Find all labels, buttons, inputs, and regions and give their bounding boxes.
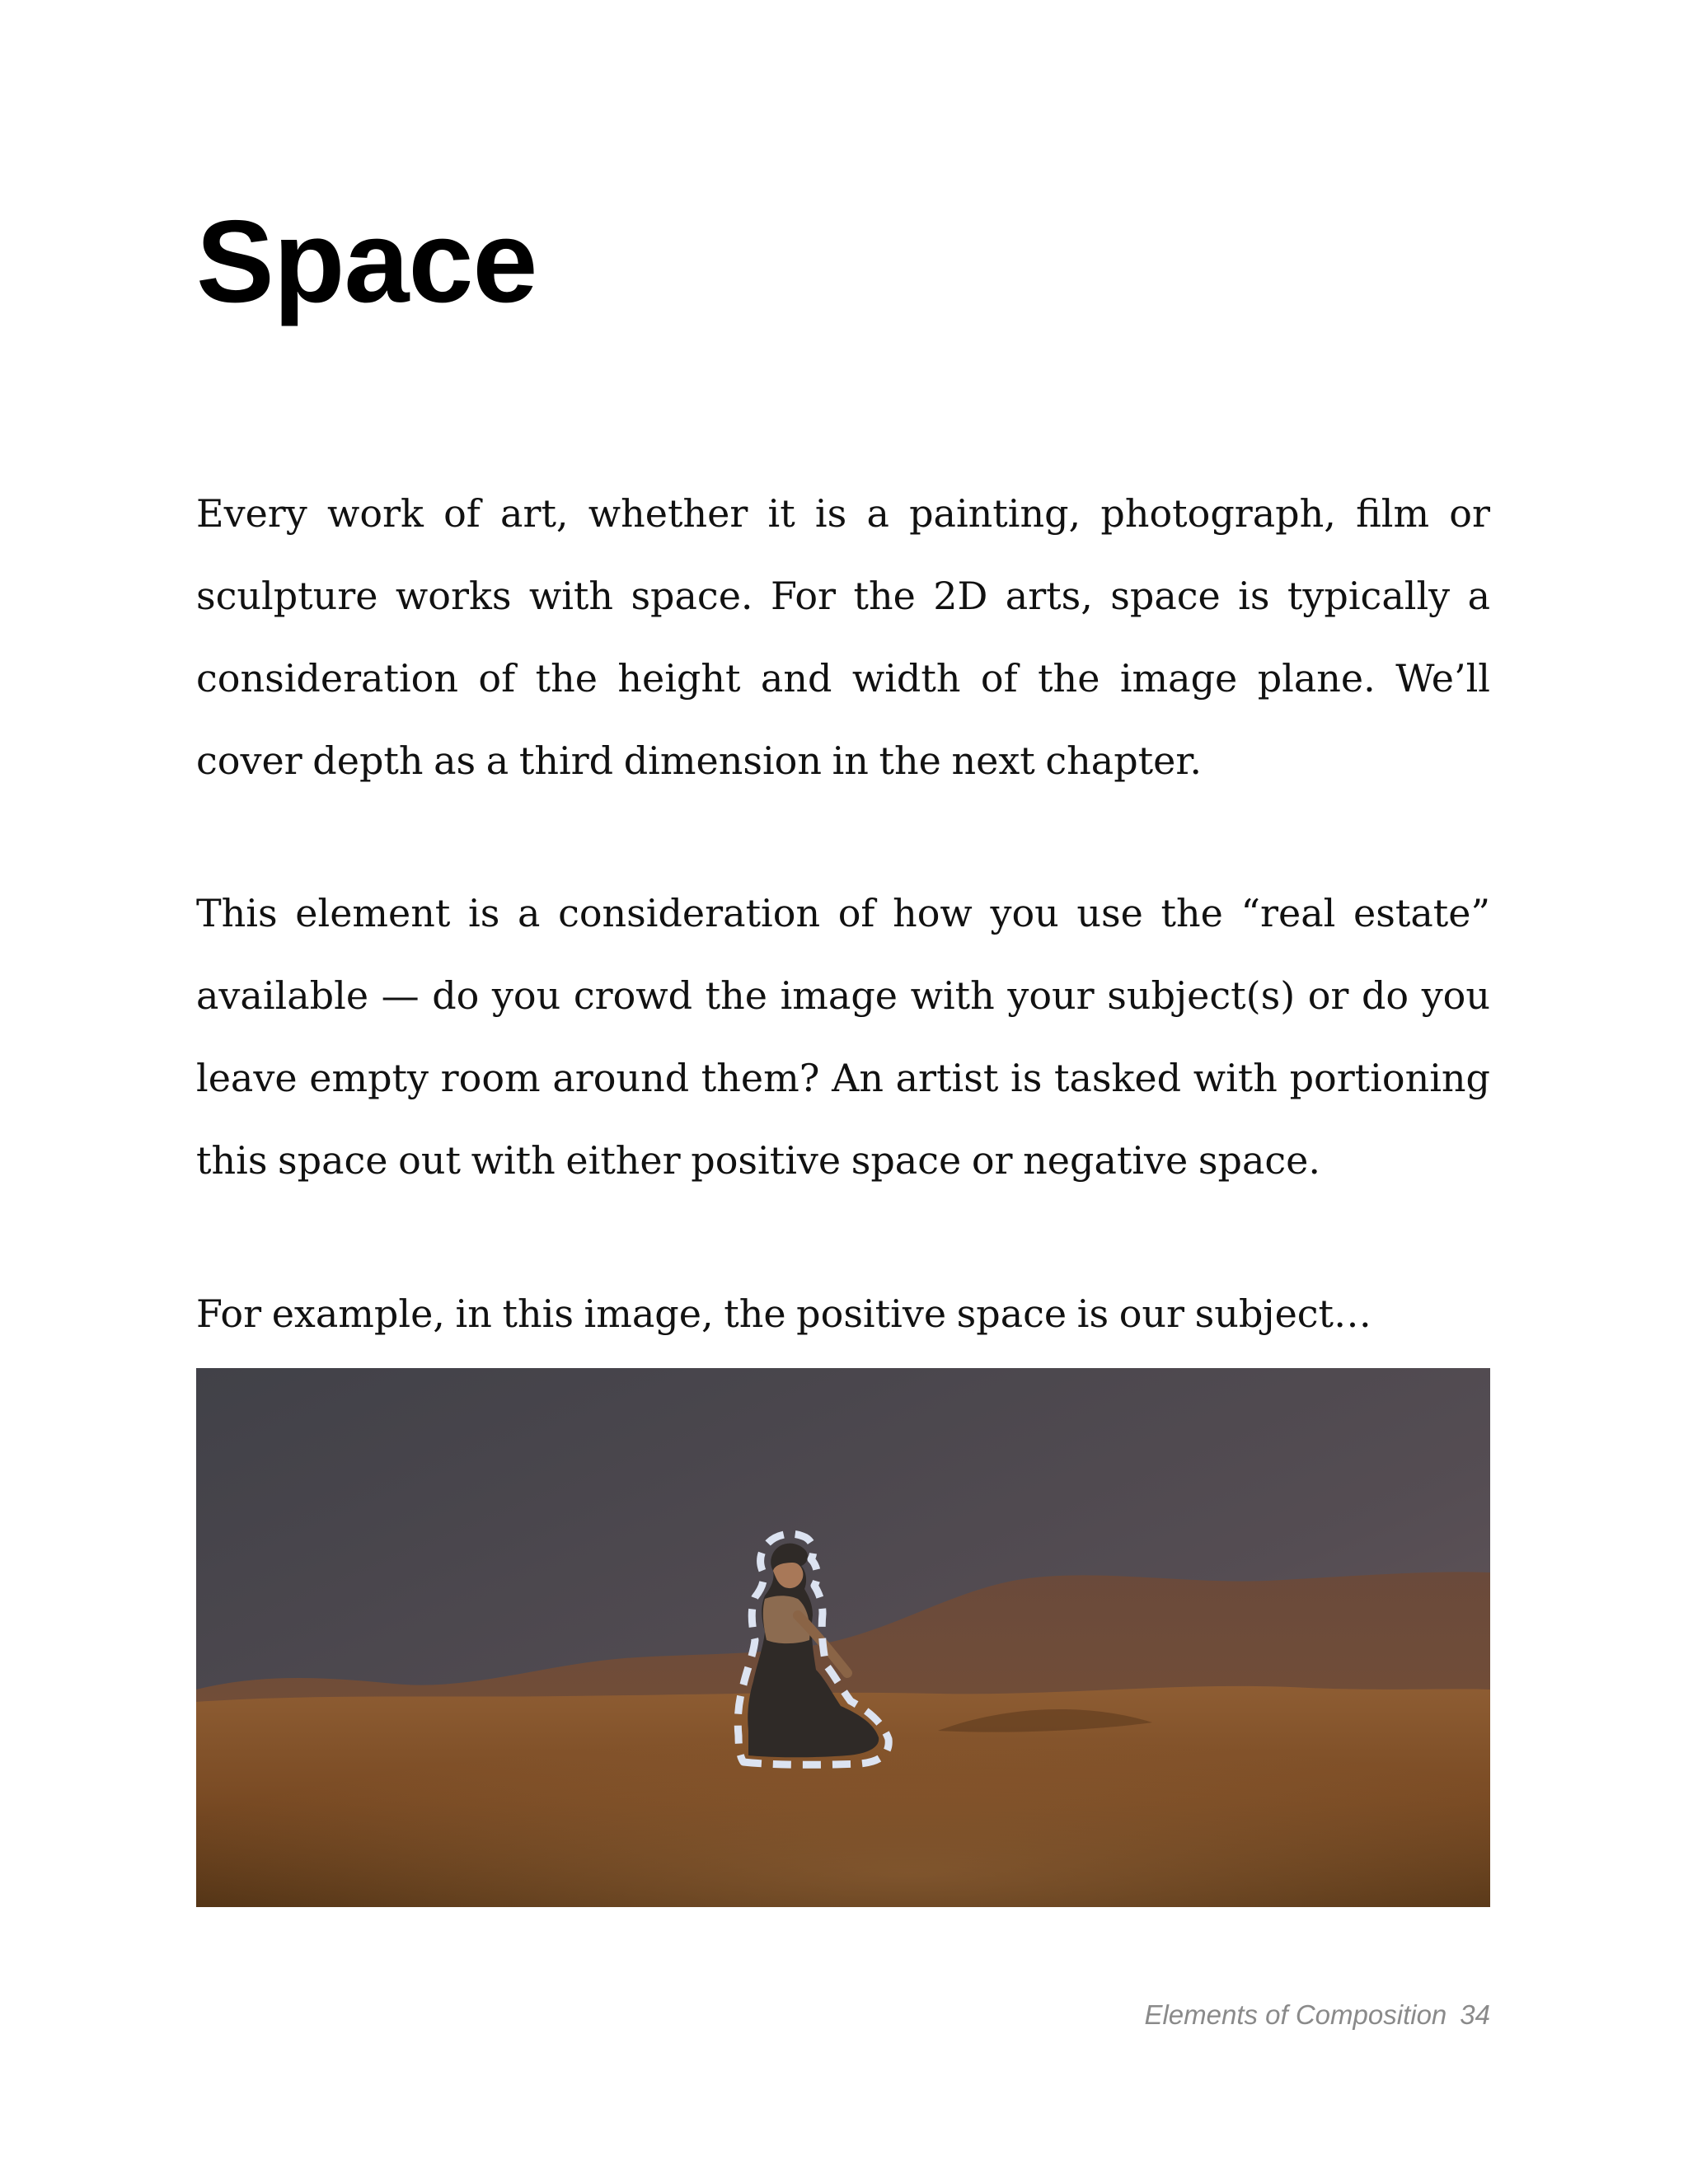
footer-book-title: Elements of Composition — [1144, 1999, 1447, 2030]
paragraph-example: For example, in this image, the positive space is our subject… — [196, 1291, 1372, 1336]
paragraph-intro: Every work of art, whether it is a painting, photograph, film or sculpture works with space. For the 2D arts, space is typically a consideration of the height and width of the image plane. We’ll cover depth as a third dimension in the next chapter. — [196, 491, 1490, 783]
page-footer — [1144, 1999, 1490, 2031]
desert-photo-figure — [196, 1368, 1490, 1907]
footer-page-number: 34 — [1460, 1999, 1490, 2030]
desert-photo — [196, 1368, 1490, 1907]
page-title: Space — [196, 196, 537, 327]
paragraph-real-estate: This element is a consideration of how you use the “real estate” available — do you crowd the image with your subject(s) or do you leave empty room around them? An artist is tasked with portioning this space out with either positive space or negative space. — [196, 891, 1490, 1183]
